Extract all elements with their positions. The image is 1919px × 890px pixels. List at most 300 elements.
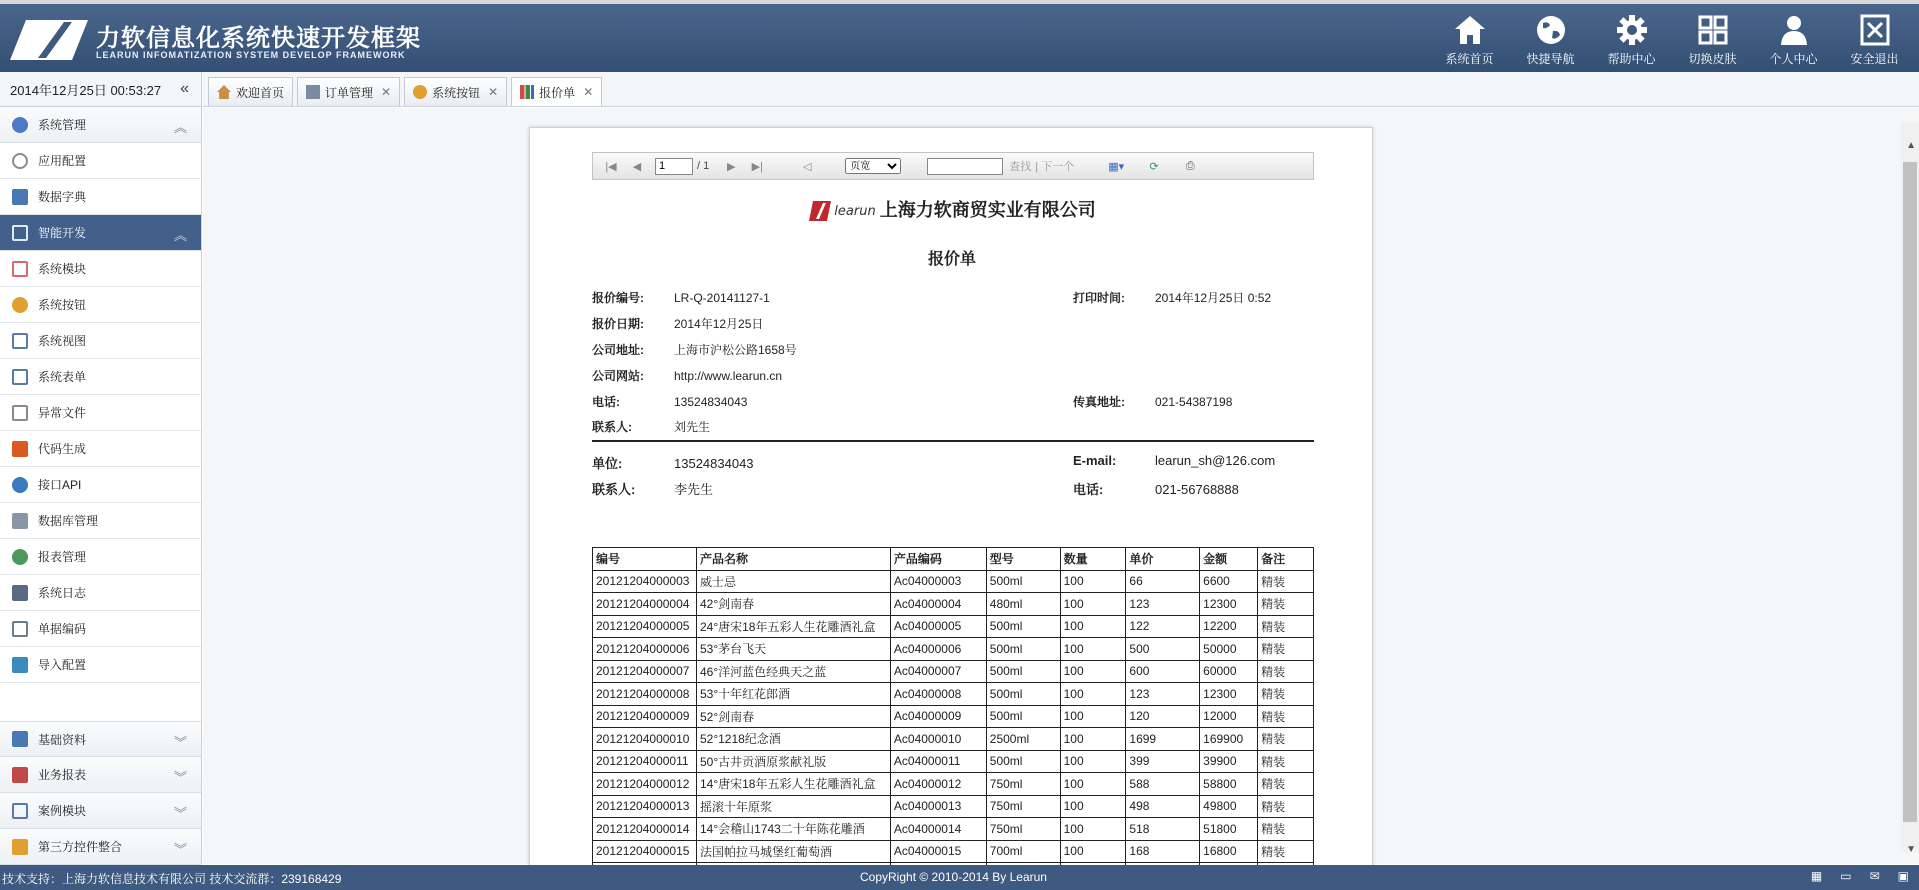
table-cell: Ac04000007 bbox=[890, 660, 986, 683]
menu-group-third-party[interactable] bbox=[0, 829, 201, 865]
sidebar-item-modules[interactable] bbox=[0, 251, 201, 287]
tab-bar bbox=[203, 72, 1919, 107]
datetime-text: 2014年12月25日 00:53:27 bbox=[10, 82, 162, 98]
table-cell: 20121204000013 bbox=[593, 795, 697, 818]
company-header bbox=[530, 196, 1373, 222]
table-cell: 精装 bbox=[1258, 638, 1314, 661]
table-cell: 46°洋河蓝色经典天之蓝 bbox=[696, 660, 890, 683]
table-cell: 12000 bbox=[1200, 705, 1258, 728]
table-cell: Ac04000013 bbox=[890, 795, 986, 818]
table-cell: Ac04000012 bbox=[890, 773, 986, 796]
field-label: 电话: bbox=[592, 395, 620, 409]
tab-orders[interactable] bbox=[297, 77, 400, 106]
back-icon[interactable]: ◁ bbox=[803, 160, 812, 173]
log-icon bbox=[12, 585, 28, 601]
field-label: 电话: bbox=[1073, 482, 1104, 497]
form-icon bbox=[12, 369, 28, 385]
menu-group-label: 智能开发 bbox=[38, 226, 87, 240]
sidebar-item-label: 数据字典 bbox=[38, 190, 87, 204]
zoom-select[interactable] bbox=[845, 158, 901, 174]
table-cell: 399 bbox=[1126, 750, 1200, 773]
close-icon[interactable]: ✕ bbox=[488, 85, 499, 99]
table-cell: 100 bbox=[1060, 773, 1126, 796]
quote-no-row bbox=[592, 289, 770, 306]
field-value: 2014年12月25日 0:52 bbox=[1155, 291, 1272, 305]
table-cell: 518 bbox=[1126, 818, 1200, 841]
table-row bbox=[593, 840, 1314, 863]
table-cell: 1699 bbox=[1126, 728, 1200, 751]
items-table bbox=[592, 547, 1314, 867]
table-cell: Ac04000006 bbox=[890, 638, 986, 661]
table-cell: 100 bbox=[1060, 638, 1126, 661]
chevron-down-icon: ︾ bbox=[173, 842, 187, 857]
import-icon bbox=[12, 657, 28, 673]
table-cell: 480ml bbox=[986, 593, 1060, 616]
sidebar-item-label: 数据库管理 bbox=[38, 514, 99, 528]
table-row bbox=[593, 615, 1314, 638]
table-cell: 51800 bbox=[1200, 818, 1258, 841]
table-cell: 500ml bbox=[986, 615, 1060, 638]
plug-icon bbox=[12, 477, 28, 493]
layers-icon bbox=[12, 297, 28, 313]
table-row bbox=[593, 728, 1314, 751]
table-cell: 100 bbox=[1060, 728, 1126, 751]
table-row bbox=[593, 818, 1314, 841]
table-cell: 摇滚十年原浆 bbox=[696, 795, 890, 818]
report-toolbar bbox=[592, 152, 1314, 180]
sidebar-item-logs[interactable] bbox=[0, 575, 201, 611]
sidebar-item-codegen[interactable] bbox=[0, 431, 201, 467]
list-icon bbox=[12, 333, 28, 349]
table-cell: 20121204000006 bbox=[593, 638, 697, 661]
field-value: LR-Q-20141127-1 bbox=[674, 291, 770, 305]
field-value: 2014年12月25日 bbox=[674, 317, 764, 331]
table-cell: 500ml bbox=[986, 660, 1060, 683]
table-header-row bbox=[593, 548, 1314, 571]
field-label: E-mail: bbox=[1073, 453, 1117, 468]
sidebar-item-reports[interactable] bbox=[0, 539, 201, 575]
menu-group-basic[interactable] bbox=[0, 721, 201, 757]
column-header: 型号 bbox=[986, 548, 1060, 571]
table-row bbox=[593, 750, 1314, 773]
field-value: 13524834043 bbox=[674, 456, 754, 471]
table-cell: 精装 bbox=[1258, 683, 1314, 706]
table-cell: 42°剑南春 bbox=[696, 593, 890, 616]
field-label: 传真地址: bbox=[1073, 395, 1125, 409]
top-nav bbox=[1429, 8, 1915, 70]
table-cell: 123 bbox=[1126, 593, 1200, 616]
column-header: 数量 bbox=[1060, 548, 1126, 571]
table-cell: 53°十年红花郎酒 bbox=[696, 683, 890, 706]
menu-group-label: 案例模块 bbox=[38, 804, 87, 818]
contact2-row bbox=[592, 479, 713, 498]
table-cell: 14°唐宋18年五彩人生花雕酒礼盒 bbox=[696, 773, 890, 796]
menu-group-label: 第三方控件整合 bbox=[38, 840, 123, 854]
company-logo-text: learun bbox=[834, 203, 876, 219]
table-cell: 16800 bbox=[1200, 840, 1258, 863]
table-cell: 750ml bbox=[986, 773, 1060, 796]
table-cell: 100 bbox=[1060, 795, 1126, 818]
company-logo-icon bbox=[808, 200, 832, 222]
table-cell: 50000 bbox=[1200, 638, 1258, 661]
table-cell: Ac04000009 bbox=[890, 705, 986, 728]
table-cell: Ac04000010 bbox=[890, 728, 986, 751]
scroll-down-icon[interactable]: ▼ bbox=[1906, 844, 1916, 855]
chevron-down-icon: ︾ bbox=[173, 806, 187, 821]
sidebar-item-import[interactable] bbox=[0, 647, 201, 683]
chevron-up-icon: ︽ bbox=[173, 120, 187, 135]
table-cell: 20121204000008 bbox=[593, 683, 697, 706]
sidebar-item-label: 系统按钮 bbox=[38, 298, 87, 312]
table-cell: 精装 bbox=[1258, 705, 1314, 728]
footer-support: 技术支持：上海力软信息技术有限公司 技术交流群：239168429 bbox=[2, 872, 342, 886]
table-cell: 122 bbox=[1126, 615, 1200, 638]
nav-label: 切换皮肤 bbox=[1688, 52, 1737, 66]
table-row bbox=[593, 705, 1314, 728]
table-cell: 20121204000009 bbox=[593, 705, 697, 728]
calendar-icon[interactable]: ▦ bbox=[1810, 869, 1823, 883]
menu-group-label: 系统管理 bbox=[38, 118, 87, 132]
field-value: 13524834043 bbox=[674, 395, 748, 409]
user-icon bbox=[1777, 14, 1811, 46]
sidebar-item-label: 导入配置 bbox=[38, 658, 87, 672]
table-cell: 100 bbox=[1060, 840, 1126, 863]
table-cell: 20121204000010 bbox=[593, 728, 697, 751]
table-cell: 威士忌 bbox=[696, 570, 890, 593]
chart-icon bbox=[12, 767, 28, 783]
table-cell: 20121204000007 bbox=[593, 660, 697, 683]
table-cell: 100 bbox=[1060, 683, 1126, 706]
close-icon bbox=[1858, 14, 1892, 46]
phone2-row bbox=[1073, 479, 1239, 498]
table-cell: 20121204000004 bbox=[593, 593, 697, 616]
table-cell: Ac04000003 bbox=[890, 570, 986, 593]
table-cell: 120 bbox=[1126, 705, 1200, 728]
app-subtitle: LEARUN INFOMATIZATION SYSTEM DEVELOP FRAMEWORK bbox=[96, 50, 406, 60]
refresh-icon[interactable]: ⟳ bbox=[1149, 160, 1159, 173]
file-icon bbox=[12, 405, 28, 421]
document-title: 报价单 bbox=[927, 249, 976, 268]
field-label: 单位: bbox=[592, 456, 623, 471]
mail-icon[interactable]: ✉ bbox=[1869, 869, 1880, 883]
menu-group-cases[interactable] bbox=[0, 793, 201, 829]
footer-copyright: CopyRight © 2010-2014 By Learun bbox=[860, 870, 1047, 884]
close-icon[interactable]: ✕ bbox=[381, 85, 392, 99]
table-cell: 精装 bbox=[1258, 728, 1314, 751]
table-cell: Ac04000011 bbox=[890, 750, 986, 773]
table-row bbox=[593, 773, 1314, 796]
table-cell: 49800 bbox=[1200, 795, 1258, 818]
sidebar-item-doc-codes[interactable] bbox=[0, 611, 201, 647]
nav-home-button[interactable] bbox=[1429, 8, 1510, 70]
field-label: 联系人: bbox=[592, 420, 632, 434]
table-cell: 100 bbox=[1060, 705, 1126, 728]
header bbox=[0, 0, 1919, 72]
table-cell: 精装 bbox=[1258, 818, 1314, 841]
sidebar-collapse-icon[interactable]: « bbox=[180, 80, 189, 97]
table-cell: 12300 bbox=[1200, 593, 1258, 616]
table-cell: 700ml bbox=[986, 840, 1060, 863]
chevron-down-icon: ︾ bbox=[173, 770, 187, 785]
content-area bbox=[203, 108, 1919, 864]
nav-skin-button[interactable] bbox=[1672, 8, 1753, 70]
home-icon bbox=[1453, 14, 1487, 46]
table-cell: 精装 bbox=[1258, 660, 1314, 683]
table-cell: Ac04000004 bbox=[890, 593, 986, 616]
table-cell: 52°剑南春 bbox=[696, 705, 890, 728]
table-cell: 100 bbox=[1060, 750, 1126, 773]
table-cell: 14°会稽山1743二十年陈花雕酒 bbox=[696, 818, 890, 841]
table-cell: 500ml bbox=[986, 750, 1060, 773]
table-row bbox=[593, 795, 1314, 818]
prev-page-icon[interactable]: ◀ bbox=[632, 160, 642, 173]
table-cell: 法国帕拉马城堡红葡萄酒 bbox=[696, 840, 890, 863]
close-icon[interactable]: ✕ bbox=[583, 85, 594, 99]
table-cell: 2500ml bbox=[986, 728, 1060, 751]
print-icon[interactable]: ⎙ bbox=[1185, 159, 1195, 172]
print-time-row bbox=[1073, 289, 1271, 306]
field-value: learun_sh@126.com bbox=[1155, 453, 1276, 468]
find-next-button[interactable]: | 下一个 bbox=[1035, 161, 1075, 173]
table-cell: 精装 bbox=[1258, 795, 1314, 818]
table-cell: 精装 bbox=[1258, 773, 1314, 796]
divider-line bbox=[592, 440, 1314, 442]
home-icon bbox=[217, 85, 231, 99]
menu-group-label: 业务报表 bbox=[38, 768, 87, 782]
database-icon bbox=[12, 513, 28, 529]
menu-group-dev[interactable] bbox=[0, 215, 201, 251]
table-cell: 精装 bbox=[1258, 750, 1314, 773]
table-cell: 20121204000015 bbox=[593, 840, 697, 863]
first-page-icon[interactable]: |◀ bbox=[605, 160, 617, 173]
sidebar-item-views[interactable] bbox=[0, 323, 201, 359]
menu-group-system[interactable] bbox=[0, 107, 201, 143]
table-cell: 100 bbox=[1060, 593, 1126, 616]
table-cell: Ac04000008 bbox=[890, 683, 986, 706]
table-cell: 500ml bbox=[986, 705, 1060, 728]
table-cell: 500ml bbox=[986, 570, 1060, 593]
table-cell: 500 bbox=[1126, 638, 1200, 661]
book-icon bbox=[12, 189, 28, 205]
next-page-icon[interactable]: ▶ bbox=[727, 160, 736, 173]
quote-date-row bbox=[592, 315, 763, 332]
tab-system-buttons[interactable] bbox=[404, 77, 507, 106]
chevron-up-icon: ︽ bbox=[173, 228, 187, 243]
sidebar-item-exceptions[interactable] bbox=[0, 395, 201, 431]
sidebar-item-label: 系统表单 bbox=[38, 370, 87, 384]
table-cell: 750ml bbox=[986, 818, 1060, 841]
report-page bbox=[529, 127, 1373, 867]
nav-profile-button[interactable] bbox=[1753, 8, 1834, 70]
nav-help-button[interactable] bbox=[1591, 8, 1672, 70]
table-cell: 精装 bbox=[1258, 615, 1314, 638]
page-input[interactable] bbox=[655, 158, 693, 175]
nav-quick-button[interactable] bbox=[1510, 8, 1591, 70]
last-page-icon[interactable]: ▶| bbox=[751, 160, 763, 173]
app-title: 力软信息化系统快速开发框架 bbox=[96, 24, 421, 52]
column-header: 编号 bbox=[593, 548, 697, 571]
window-icon bbox=[12, 261, 28, 277]
table-cell: 500ml bbox=[986, 638, 1060, 661]
phone-row bbox=[592, 393, 747, 410]
nav-label: 快捷导航 bbox=[1526, 52, 1575, 66]
table-cell: Ac04000014 bbox=[890, 818, 986, 841]
chevron-down-icon: ︾ bbox=[173, 735, 187, 750]
scroll-up-icon[interactable]: ▲ bbox=[1906, 140, 1916, 151]
table-row bbox=[593, 570, 1314, 593]
table-cell: 169900 bbox=[1200, 728, 1258, 751]
chat-icon[interactable]: ▭ bbox=[1840, 869, 1852, 883]
find-input[interactable] bbox=[927, 158, 1003, 175]
folder-icon bbox=[12, 839, 28, 855]
tab-quotation[interactable] bbox=[511, 77, 602, 106]
vertical-scrollbar[interactable] bbox=[1901, 122, 1919, 855]
table-cell: 52°1218纪念酒 bbox=[696, 728, 890, 751]
field-value: http://www.learun.cn bbox=[674, 369, 783, 383]
email-row bbox=[1073, 453, 1275, 468]
code-icon bbox=[12, 441, 28, 457]
field-value: 021-56768888 bbox=[1155, 482, 1239, 497]
field-label: 联系人: bbox=[592, 482, 636, 497]
datetime-bar bbox=[0, 72, 201, 107]
sidebar-item-label: 系统日志 bbox=[38, 586, 87, 600]
tab-label: 欢迎首页 bbox=[236, 85, 285, 100]
column-header: 产品名称 bbox=[696, 548, 890, 571]
column-header: 产品编码 bbox=[890, 548, 986, 571]
field-label: 公司地址: bbox=[592, 343, 644, 357]
table-cell: 750ml bbox=[986, 795, 1060, 818]
table-cell: 精装 bbox=[1258, 840, 1314, 863]
contact-row bbox=[592, 418, 710, 435]
table-cell: 500ml bbox=[986, 683, 1060, 706]
barcode-icon bbox=[12, 621, 28, 637]
report-icon bbox=[12, 549, 28, 565]
unit-row bbox=[592, 453, 754, 472]
table-cell: 100 bbox=[1060, 660, 1126, 683]
table-cell: 20121204000011 bbox=[593, 750, 697, 773]
sidebar bbox=[0, 72, 202, 864]
table-cell: 588 bbox=[1126, 773, 1200, 796]
clipboard-icon bbox=[306, 85, 320, 99]
table-cell: 24°唐宋18年五彩人生花雕酒礼盒 bbox=[696, 615, 890, 638]
tab-welcome[interactable] bbox=[208, 77, 293, 106]
tab-label: 订单管理 bbox=[325, 85, 374, 100]
address-row bbox=[592, 341, 797, 358]
sidebar-item-label: 单据编码 bbox=[38, 622, 87, 636]
table-cell: 12200 bbox=[1200, 615, 1258, 638]
field-value: 上海市沪松公路1658号 bbox=[674, 343, 797, 357]
bar-chart-icon bbox=[520, 85, 534, 99]
table-cell: 20121204000014 bbox=[593, 818, 697, 841]
column-header: 备注 bbox=[1258, 548, 1314, 571]
table-row bbox=[593, 683, 1314, 706]
column-header: 金额 bbox=[1200, 548, 1258, 571]
gear-icon bbox=[1615, 14, 1649, 46]
table-cell: 6600 bbox=[1200, 570, 1258, 593]
tab-label: 报价单 bbox=[539, 85, 576, 100]
table-cell: 100 bbox=[1060, 818, 1126, 841]
table-cell: 精装 bbox=[1258, 570, 1314, 593]
nav-label: 帮助中心 bbox=[1607, 52, 1656, 66]
table-cell: 60000 bbox=[1200, 660, 1258, 683]
table-cell: 50°古井贡酒原浆献礼版 bbox=[696, 750, 890, 773]
fax-row bbox=[1073, 393, 1232, 410]
gear-icon bbox=[12, 153, 28, 169]
table-cell: 123 bbox=[1126, 683, 1200, 706]
export-icon[interactable]: ▦▾ bbox=[1108, 160, 1125, 173]
page-total: / 1 bbox=[697, 160, 710, 172]
find-button[interactable]: 查找 bbox=[1009, 161, 1032, 173]
sidebar-item-app-config[interactable] bbox=[0, 143, 201, 179]
sidebar-item-label: 报表管理 bbox=[38, 550, 87, 564]
sidebar-item-buttons[interactable] bbox=[0, 287, 201, 323]
sidebar-item-dictionary[interactable] bbox=[0, 179, 201, 215]
scrollbar-thumb[interactable] bbox=[1903, 162, 1917, 822]
table-row bbox=[593, 638, 1314, 661]
sidebar-item-label: 系统视图 bbox=[38, 334, 87, 348]
sidebar-item-label: 应用配置 bbox=[38, 154, 87, 168]
sidebar-item-forms[interactable] bbox=[0, 359, 201, 395]
table-cell: 498 bbox=[1126, 795, 1200, 818]
menu-group-business-reports[interactable] bbox=[0, 757, 201, 793]
table-row bbox=[593, 593, 1314, 616]
case-icon bbox=[12, 803, 28, 819]
website-row bbox=[592, 367, 782, 384]
sidebar-item-label: 代码生成 bbox=[38, 442, 87, 456]
sidebar-item-label: 接口API bbox=[38, 478, 82, 492]
nav-label: 个人中心 bbox=[1769, 52, 1818, 66]
table-cell: 精装 bbox=[1258, 593, 1314, 616]
tools-icon bbox=[12, 731, 28, 747]
sidebar-item-database[interactable] bbox=[0, 503, 201, 539]
user-card-icon[interactable]: ▣ bbox=[1897, 869, 1909, 883]
column-header: 单价 bbox=[1126, 548, 1200, 571]
field-label: 公司网站: bbox=[592, 369, 644, 383]
table-cell: 600 bbox=[1126, 660, 1200, 683]
grid-icon bbox=[1696, 14, 1730, 46]
nav-label: 系统首页 bbox=[1445, 52, 1494, 66]
sidebar-item-api[interactable] bbox=[0, 467, 201, 503]
table-cell: Ac04000015 bbox=[890, 840, 986, 863]
sidebar-item-label: 系统模块 bbox=[38, 262, 87, 276]
nav-label: 安全退出 bbox=[1850, 52, 1899, 66]
company-name: 上海力软商贸实业有限公司 bbox=[879, 200, 1096, 221]
footer bbox=[0, 865, 1919, 890]
field-label: 报价日期: bbox=[592, 317, 644, 331]
sidebar-bottom-groups bbox=[0, 721, 201, 865]
footer-icons bbox=[1811, 869, 1909, 883]
learun-logo-icon bbox=[8, 16, 90, 64]
monitor-icon bbox=[12, 225, 28, 241]
field-value: 李先生 bbox=[674, 482, 714, 497]
tab-label: 系统按钮 bbox=[432, 85, 481, 100]
table-row bbox=[593, 660, 1314, 683]
table-cell: 20121204000012 bbox=[593, 773, 697, 796]
menu-group-label: 基础资料 bbox=[38, 732, 87, 747]
field-label: 打印时间: bbox=[1073, 291, 1125, 305]
layers-icon bbox=[413, 85, 427, 99]
field-value: 021-54387198 bbox=[1155, 395, 1233, 409]
system-admin-icon bbox=[12, 117, 28, 133]
table-cell: 100 bbox=[1060, 615, 1126, 638]
table-cell: 100 bbox=[1060, 570, 1126, 593]
table-cell: 20121204000005 bbox=[593, 615, 697, 638]
field-label: 报价编号: bbox=[592, 291, 644, 305]
globe-icon bbox=[1534, 14, 1568, 46]
nav-logout-button[interactable] bbox=[1834, 8, 1915, 70]
table-cell: 39900 bbox=[1200, 750, 1258, 773]
table-cell: 20121204000003 bbox=[593, 570, 697, 593]
